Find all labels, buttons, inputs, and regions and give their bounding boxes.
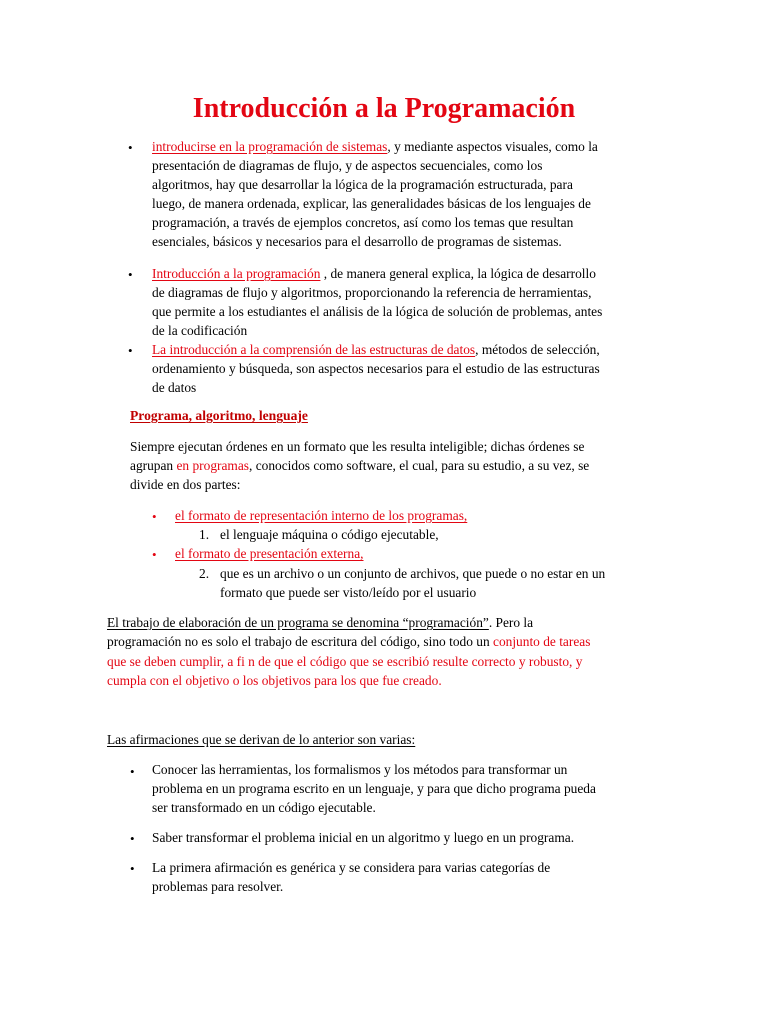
paragraph-line: divide en dos partes: [130,477,241,492]
highlight-text: en programas [176,458,249,473]
bullet-marker: • [130,861,135,876]
list-number: 1. [199,527,210,542]
bullet-text-line: Saber transformar el problema inicial en un algoritmo y luego en un programa. [152,830,575,845]
paragraph-line [107,632,590,651]
bullet-text-line: presentación de diagramas de flujo, y de aspectos secuenciales, como los [152,158,543,173]
sublist-red-item: el formato de representación interno de los programas, [175,508,468,523]
text: agrupan [130,458,177,473]
bullet-text-line: programación, a través de ejemplos concretos, así como los temas que resultan [152,215,574,230]
bullet-text-line: de datos [152,380,197,395]
bullet-item [152,264,596,283]
list-intro: Las afirmaciones que se derivan de lo anterior son varias: [107,732,416,747]
sublist-item: formato que puede ser visto/leído por el usuario [220,585,477,600]
bullet-marker: • [130,764,135,779]
link-introduccion[interactable]: Introducción a la programación [152,266,321,281]
bullet-text-line: que permite a los estudiantes el análisis de la lógica de solución de problemas, antes [152,304,603,319]
bullet-marker: • [128,140,133,155]
bullet-text-line: de diagramas de flujo y algoritmos, proporcionando la referencia de herramientas, [152,285,592,300]
bullet-marker: • [128,267,133,282]
bullet-text-line: problema en un programa escrito en un lenguaje, y para que dicho programa pueda [152,781,596,796]
paragraph-line: cumpla con el objetivo o los objetivos para los que fue creado. [107,673,442,688]
highlight-text: conjunto de tareas [493,634,591,649]
bullet-text-line: ser transformado en un código ejecutable. [152,800,376,815]
bullet-text: , de manera general explica, la lógica de desarrollo [320,266,596,281]
page-title: Introducción a la Programación [192,93,576,124]
link-sistemas[interactable]: introducirse en la programación de sistemas [152,139,388,154]
bullet-marker: • [152,509,157,524]
underlined-text: El trabajo de elaboración de un programa se denomina “programación” [107,615,489,630]
paragraph-line [107,613,533,632]
paragraph-line [130,456,589,475]
bullet-text: , y mediante aspectos visuales, como la [387,139,598,154]
text: programación no es solo el trabajo de escritura del código, sino todo un [107,634,493,649]
bullet-item [152,340,600,359]
text: . Pero la [488,615,534,630]
section-heading: Programa, algoritmo, lenguaje [130,408,308,423]
sublist-item: el lenguaje máquina o código ejecutable, [220,527,439,542]
bullet-marker: • [130,831,135,846]
bullet-text-line: problemas para resolver. [152,879,284,894]
bullet-marker: • [152,547,157,562]
bullet-item [152,137,598,156]
bullet-text-line: La primera afirmación es genérica y se considera para varias categorías de [152,860,551,875]
list-number: 2. [199,566,210,581]
bullet-text-line: de la codificación [152,323,248,338]
bullet-text-line: Conocer las herramientas, los formalismos y los métodos para transformar un [152,762,568,777]
paragraph-line: Siempre ejecutan órdenes en un formato que les resulta inteligible; dichas órdenes se [130,439,585,454]
bullet-text-line: esenciales, básicos y necesarios para el desarrollo de programas de sistemas. [152,234,562,249]
bullet-text-line: algoritmos, hay que desarrollar la lógica de la programación estructurada, para [152,177,573,192]
sublist-red-item: el formato de presentación externa, [175,546,364,561]
sublist-item: que es un archivo o un conjunto de archivos, que puede o no estar en un [220,566,606,581]
link-estructuras-datos[interactable]: La introducción a la comprensión de las estructuras de datos [152,342,476,357]
text: , conocidos como software, el cual, para su estudio, a su vez, se [249,458,590,473]
paragraph-line: que se deben cumplir, a fi n de que el código que se escribió resulte correcto y robusto, y [107,654,583,669]
bullet-marker: • [128,343,133,358]
bullet-text: , métodos de selección, [475,342,600,357]
bullet-text-line: luego, de manera ordenada, explicar, las generalidades básicas de los lenguajes de [152,196,591,211]
bullet-text-line: ordenamiento y búsqueda, son aspectos necesarios para el estudio de las estructuras [152,361,600,376]
